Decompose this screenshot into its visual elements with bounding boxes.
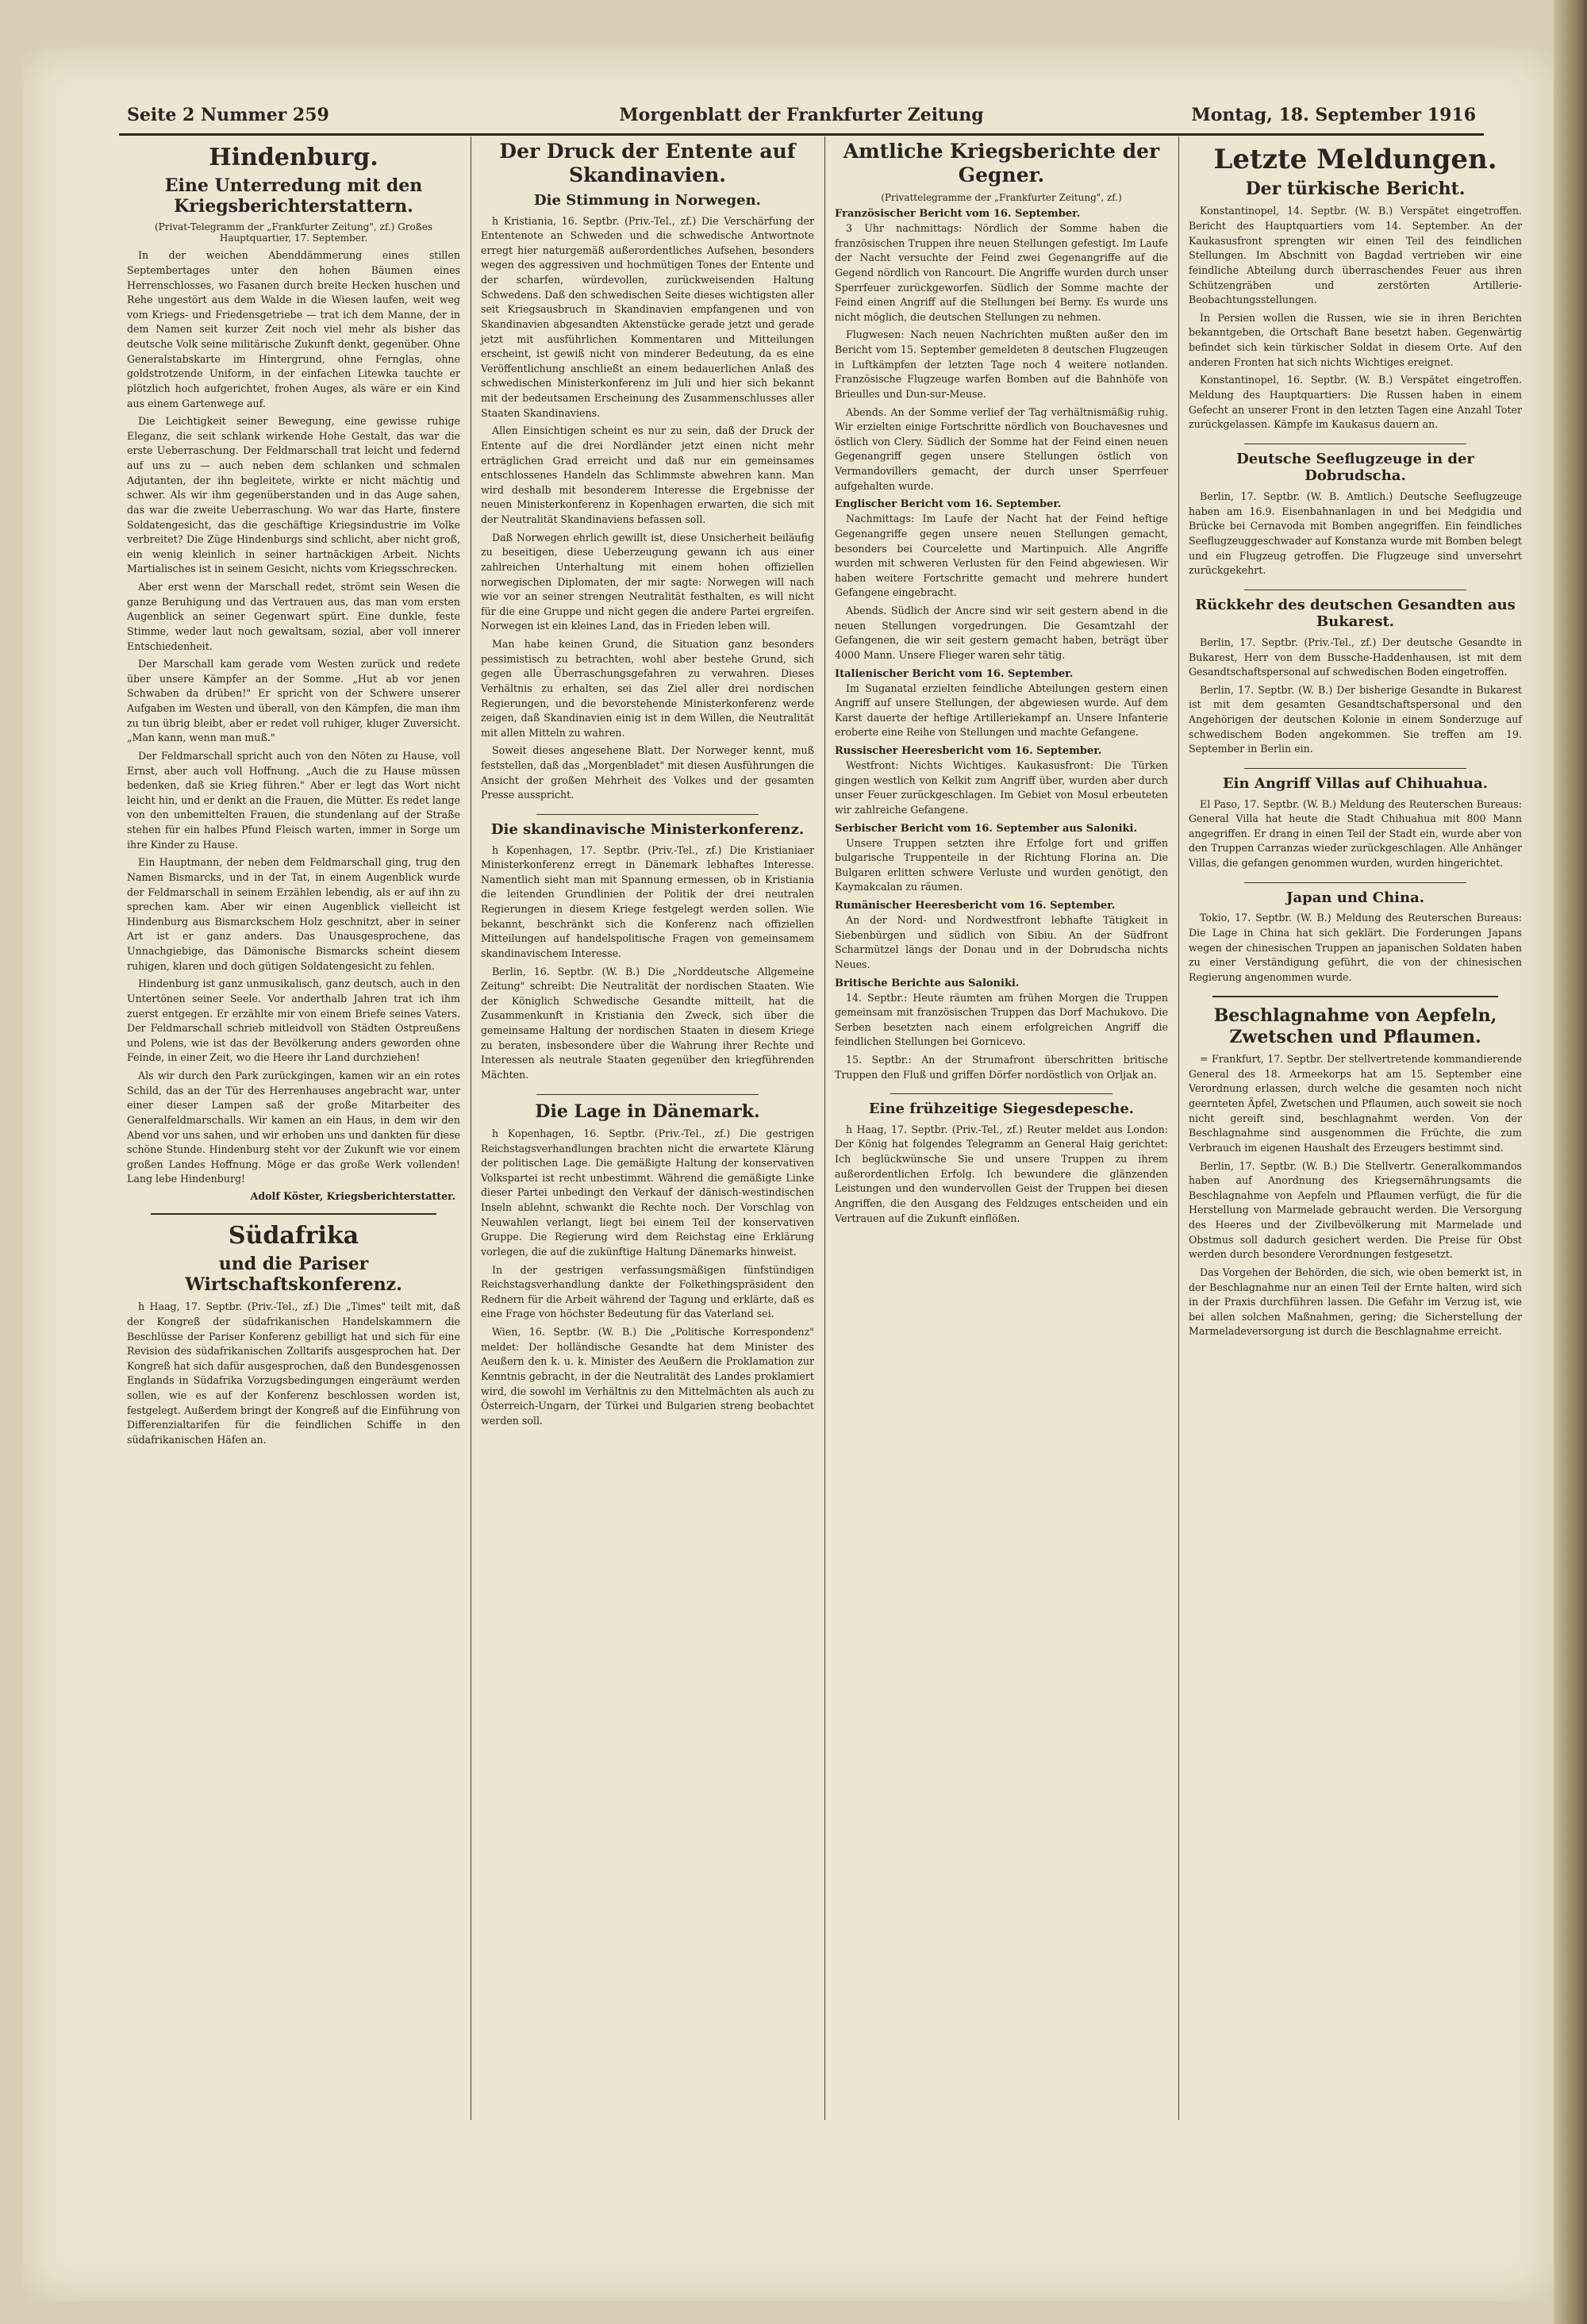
- column-2: [473, 136, 822, 2120]
- paragraph: h Kopenhagen, 16. Septbr. (Priv.-Tel., zf.) Die gestrigen Reichstagsverhandlungen brachten nicht die erwartete Klärung der politischen Lage. Die gemäßigte Haltung der konservativen Volkspartei ist recht unbestimmt. Während die gemäßigte Linke dieser Partei unbedingt den Verkauf der dänisch-westindischen Inseln ablehnt, schwankt die Rechte noch. Der Vorschlag von Neuwahlen verlangt, liegt bei einem Teil der konservativen Gruppe. Die Regierung wird dem Reichstag eine Erklärung vorlegen, die auf die zukünftige Haltung Dänemarks hinweist.: [481, 1127, 814, 1258]
- article-siegesdepesche: [835, 1101, 1168, 1226]
- report-heading: Russischer Heeresbericht vom 16. September.: [835, 745, 1102, 757]
- headline: Hindenburg.: [209, 144, 378, 171]
- paragraph: Soweit dieses angesehene Blatt. Der Norweger kennt, muß feststellen, daß das „Morgenbladet" mit diesen Ausführungen die Ansicht der großen Mehrheit des Volkes und der gesamten Presse ausspricht.: [481, 744, 814, 801]
- headline: Amtliche Kriegsberichte der Gegner.: [843, 140, 1160, 186]
- column-1: [119, 136, 468, 2120]
- article-ministerkonferenz: [481, 821, 814, 1083]
- headline: Deutsche Seeflugzeuge in der Dobrudscha.: [1236, 450, 1474, 485]
- paragraph: Konstantinopel, 16. Septbr. (W. B.) Verspätet eingetroffen. Meldung des Hauptquartiers: Die Russen haben in einem Gefecht an unserer Front in den letzten Tagen eine Anzahl Toter zurückgelassen. Kämpfe im Kaukasus dauern an.: [1189, 374, 1522, 431]
- headline: Beschlagnahme von Aepfeln, Zwetschen und Pflaumen.: [1213, 1005, 1497, 1047]
- article-separator: [151, 1213, 436, 1215]
- report-heading: Britische Berichte aus Saloniki.: [835, 977, 1020, 989]
- paragraph: h Kopenhagen, 17. Septbr. (Priv.-Tel., zf.) Die Kristianiaer Ministerkonferenz erregt in Dänemark lebhaftes Interesse. Namentlich sieht man mit Spannung ermessen, ob in Kristiania die leitenden Grundlinien der Politik der drei neutralen Regierungen in diesem Kriege festgelegt werden sollen. Wie bekannt, beschränkt sich die Konferenz nach offiziellen Mitteilungen auf handelspolitische Fragen von gemeinsamem skandinavischem Interesse.: [481, 843, 814, 959]
- paragraph: Der Marschall kam gerade vom Westen zurück und redete über unsere Kämpfer an der Somme. „Hut ab vor jenen Schwaben da drüben!" Er spricht von der Schwere unserer Aufgaben im Westen und überall, von den Kämpfen, die man ihm zu tun übrig bleibt, aber er redet voll ruhiger, kluger Zuversicht. „Man kann, wenn man muß.": [127, 658, 460, 744]
- dateline: (Privat-Telegramm der „Frankfurter Zeitung", zf.) Großes Hauptquartier, 17. September.: [155, 221, 432, 244]
- paragraph: Daß Norwegen ehrlich gewillt ist, diese Unsicherheit beiläufig zu beseitigen, diese Ueberzeugung gewann ich aus einer zahlreichen Unterhaltung mit einem hohen offiziellen norwegischen Diplomaten, der mir sagte: Norwegen will nach wie vor an seiner strengen Neutralität festhalten, es will nicht für die eine Gruppe und nicht gegen die andere Partei ergreifen. Norwegen ist ein kleines Land, das in Frieden leben will.: [481, 531, 814, 632]
- article-separator: [1244, 882, 1466, 883]
- book-binding-edge: [1554, 0, 1587, 2324]
- column-4: [1181, 136, 1530, 2120]
- paragraph: Flugwesen: Nach neuen Nachrichten mußten außer den im Bericht vom 15. September gemeldeten 8 deutschen Flugzeugen in Luftkämpfen der letzten Tage noch 4 weitere notlanden. Französische Flugzeuge warfen Bomben auf die Bahnhöfe von Brieulles und Dun-sur-Meuse.: [835, 328, 1168, 400]
- paragraph: Westfront: Nichts Wichtiges. Kaukasusfront: Die Türken gingen westlich von Kelkit zum Angriff über, wurden aber durch unser Feuer zurückgeschlagen. Im Gebiet von Mosul erbeuteten wir zahlreiche Gefangene.: [835, 759, 1168, 816]
- article-separator: [1244, 768, 1466, 769]
- headline: Südafrika: [228, 1222, 359, 1250]
- paragraph: Nachmittags: Im Laufe der Nacht hat der Feind heftige Gegenangriffe gegen unsere neuen Stellungen gemacht, besonders bei Courcelette und Martinpuich. Alle Angriffe wurden mit schweren Verlusten für den Feind abgewiesen. Wir haben weitere Fortschritte gemacht und mehrere hundert Gefangene eingebracht.: [835, 513, 1168, 599]
- report-heading: Englischer Bericht vom 16. September.: [835, 498, 1062, 511]
- subheadline: Der türkische Bericht.: [1245, 179, 1466, 200]
- headline: Eine frühzeitige Siegesdepesche.: [868, 1101, 1135, 1118]
- paragraph: Wien, 16. Septbr. (W. B.) Die „Politische Korrespondenz" meldet: Der holländische Gesandte hat dem Minister des Aeußern den k. u. k. Minister des Aeußern die Proklamation zur Kenntnis gebracht, in der die Neutralität des Landes proklamiert wird, die sowohl im Verhältnis zu den Mittelmächten als auch zu Österreich-Ungarn, der Türkei und Bulgarien streng beobachtet werden soll.: [481, 1326, 814, 1427]
- headline: Die skandinavische Ministerkonferenz.: [490, 820, 805, 838]
- article-separator: [1212, 996, 1498, 997]
- article-separator: [536, 814, 759, 815]
- dateline: (Privattelegramme der „Frankfurter Zeitung", zf.): [881, 192, 1122, 203]
- paragraph: 3 Uhr nachmittags: Nördlich der Somme haben die französischen Truppen ihre neuen Stellungen gefestigt. Im Laufe der Nacht versuchte der Feind zwei Gegenangriffe auf die Gegend nördlich von Rancourt. Die Angriffe wurden durch unser Sperrfeuer zurückgeworfen. Südlich der Somme machte der Feind einen Angriff auf die Stellungen bei Berny. Es wurde uns nicht möglich, die deutschen Stellungen zu nehmen.: [835, 222, 1168, 323]
- headline: Japan und China.: [1285, 889, 1425, 906]
- article-separator: [890, 1093, 1112, 1094]
- paragraph: Allen Einsichtigen scheint es nur zu sein, daß der Druck der Entente auf die drei Nordländer jetzt einen nicht mehr erträglichen Grad erreicht und daß nur ein gemeinsames entschlossenes Handeln das Schlimmste abwehren kann. Man wird deshalb mit besonderem Interesse die Ergebnisse der neuen Ministerkonferenz in Kopenhagen erwarten, die sich mit der Neutralität Skandinaviens befassen soll.: [481, 424, 814, 526]
- article-separator: [536, 1094, 759, 1095]
- article-suedafrika: [127, 1223, 460, 1448]
- paragraph: In der gestrigen verfassungsmäßigen fünfstündigen Reichstagsverhandlung dankte der Folkethingspräsident den Rednern für die Arbeit während der Tagung und erklärte, daß es eine Frage von höchster Bedeutung für das Vaterland sei.: [481, 1263, 814, 1320]
- paragraph: Abends. Südlich der Ancre sind wir seit gestern abend in die neuen Stellungen vorgedrungen. Die Gesamtzahl der Gefangenen, die wir seit gestern gemacht haben, beträgt über 4000 Mann. Unsere Flieger waren sehr tätig.: [835, 605, 1168, 661]
- article-japan-china: [1189, 889, 1522, 985]
- paragraph: Tokio, 17. Septbr. (W. B.) Meldung des Reuterschen Bureaus: Die Lage in China hat sich geklärt. Die Forderungen Japans wegen der chinesischen Truppen an japanischen Soldaten haben zu einer Verständigung geführt, die von der chinesischen Regierung angenommen wurde.: [1189, 912, 1522, 983]
- issue-date: Montag, 18. September 1916: [1191, 105, 1476, 125]
- paragraph: In der weichen Abenddämmerung eines stillen Septembertages unter den hohen Bäumen eines Herrenschlosses, wo Fasanen durch breite Hecken huschen und Rehe ungestört aus dem Walde in die Wiesen laufen, weit weg vom Kriegs- und Friedensgetriebe — trat ich dem Manne, der in dem Namen seit kurzer Zeit noch viel mehr als bisher das deutsche Volk seine militärische Zukunft denkt, gegenüber. Ohne Generalstabskarte im Hintergrund, ohne Fernglas, ohne goldstrotzende Uniform, in der einfachen Litewka tauchte er plötzlich hoch aufgerichtet, frohen Auges, als wäre er ein Kind aus einem Gartenwege auf.: [127, 249, 460, 409]
- paragraph: Berlin, 16. Septbr. (W. B.) Die „Norddeutsche Allgemeine Zeitung" schreibt: Die Neutralität der nordischen Staaten. Wie der Königlich Schwedische Gesandte mitteilt, hat die Zusammenkunft in Kristiania den Zweck, sich über die gemeinsame Haltung der nordischen Staaten in diesem Kriege zu beraten, insbesondere über die Wahrung ihrer Rechte und Interessen als neutrale Staaten gegenüber den kriegführenden Mächten.: [481, 965, 814, 1081]
- headline: Der Druck der Entente auf Skandinavien.: [499, 140, 796, 186]
- report-heading: Rumänischer Heeresbericht vom 16. September.: [835, 900, 1116, 912]
- paragraph: 15. Septbr.: An der Strumafront überschritten britische Truppen den Fluß und griffen Dörfer nordöstlich von Orljak an.: [835, 1054, 1168, 1081]
- paragraph: Das Vorgehen der Behörden, die sich, wie oben bemerkt ist, in der Beschlagnahme nur an einen Teil der Ernte halten, wird sich in der Praxis durchführen lassen. Die Gefahr im Verzug ist, wie bei allen solchen Maßnahmen, gering; die Sicherstellung der Marmeladeversorgung ist durch die Beschlagnahme erreicht.: [1189, 1266, 1522, 1338]
- paragraph: Die Leichtigkeit seiner Bewegung, eine gewisse ruhige Eleganz, die seit schlank wirkende Hohe Gestalt, das war die erste Ueberraschung. Der Feldmarschall trat leicht und federnd auf uns zu — auch neben dem schlanken und schmalen Adjutanten, der ihn begleitete, wirkte er nicht mächtig und schwer. Als wir ihm gegenüberstanden und in das Auge sahen, das war die zweite Ueberraschung. Wo war das Harte, finstere Soldatengesicht, das die geschäftige Kriegsindustrie im Volke verbreitet? Die Züge Hindenburgs sind schlicht, aber nicht groß, ein wenig kleinlich in seiner hartnäckigen Arbeit. Nichts Martialisches ist in seinem Gesicht, nichts vom Kriegsschrecken.: [127, 415, 460, 575]
- paragraph: Berlin, 17. Septbr. (W. B.) Der bisherige Gesandte in Bukarest ist mit dem gesamten Gesandtschaftspersonal und den Angehörigen der deutschen Kolonie in einem Sonderzuge auf schwedischem Boden angekommen. Sie treffen am 19. September in Berlin ein.: [1189, 683, 1522, 755]
- masthead: [119, 102, 1484, 136]
- subheadline: Eine Unterredung mit den Kriegsberichterstattern.: [164, 175, 423, 217]
- headline: Letzte Meldungen.: [1213, 144, 1497, 175]
- newspaper-title: Morgenblatt der Frankfurter Zeitung: [619, 105, 984, 125]
- paragraph: In Persien wollen die Russen, wie sie in ihren Berichten bekanntgeben, die Ortschaft Bane besetzt haben. Gegenwärtig befindet sich kein türkischer Soldat in diesem Orte. Auf den anderen Fronten hat sich nichts Wichtiges ereignet.: [1189, 311, 1522, 368]
- paragraph: Der Feldmarschall spricht auch von den Nöten zu Hause, voll Ernst, aber auch voll Hoffnung. „Auch die zu Hause müssen bedenken, daß sie Krieg führen." Aber er legt das Wort nicht leicht hin, und er denkt an die Frauen, die Mütter. Es redet lange von den unbemittelten Frauen, die stundenlang auf der Straße stehen für ein halbes Pfund Fleisch warten, immer in Sorge um ihre Kinder zu Hause.: [127, 749, 460, 851]
- paragraph: Konstantinopel, 14. Septbr. (W. B.) Verspätet eingetroffen. Bericht des Hauptquartiers vom 14. September. An der Kaukasusfront sprengten wir einen Teil des feindlichen Stellungen. Im Abschnitt von Bagdad vertrieben wir eine feindliche Abteilung durch überraschendes Feuer aus ihren Schützengräben und zerstörten Artillerie-Beobachtungsstellungen.: [1189, 205, 1522, 306]
- column-divider: [824, 136, 825, 2120]
- paragraph: Berlin, 17. Septbr. (W. B.) Die Stellvertr. Generalkommandos haben auf Anordnung des Kriegsernährungsamts die Beschlagnahme von Aepfeln und Pflaumen verfügt, die für die Herstellung von Marmelade gebraucht werden. Die Versorgung des Heeres und der Zivilbevölkerung mit Marmelade und Obstmus soll dadurch gesichert werden. Die Preise für Obst werden durch besondere Verordnungen festgesetzt.: [1189, 1159, 1522, 1261]
- paragraph: h Haag, 17. Septbr. (Priv.-Tel., zf.) Reuter meldet aus London: Der König hat folgendes Telegramm an General Haig gerichtet: Ich beglückwünsche Sie und unsere Truppen zu ihrem außerordentlichen Erfolg. Ich bewundere die glänzenden Leistungen und den wundervollen Geist der Truppen bei diesen Angriffen, die den Ausgang des Feldzuges entscheiden und ein Vertrauen auf die Zukunft einflößen.: [835, 1123, 1168, 1224]
- paragraph: Ein Hauptmann, der neben dem Feldmarschall ging, trug den Namen Bismarcks, und in der Tat, in einem Augenblick wurde der Feldmarschall in seinem Erzählen lebendig, als er auf ihn zu sprechen kam. Aber wir einen Augenblick vielleicht ist Hindenburg aus Bismarckschem Holz geschnitzt, aber in seiner Art ist er ganz anders. Das Unausgesprochene, das Unnachgiebige, das Dämonische Bismarcks scheint diesem ruhigen, klaren und doch gütigen Soldatengesicht zu fehlen.: [127, 856, 460, 972]
- article-beschlagnahme: [1189, 1005, 1522, 1339]
- paragraph: h Haag, 17. Septbr. (Priv.-Tel., zf.) Die „Times" teilt mit, daß der Kongreß der südafrikanischen Handelskammern die Beschlüsse der Pariser Konferenz gebilligt hat und sich für eine Revision des südafrikanischen Zolltarifs ausgesprochen hat. Der Kongreß hat sich dafür ausgesprochen, daß den Bundesgenossen Englands in Südafrika Vorzugsbedingungen eingeräumt werden sollen, wie es auf der Konferenz beschlossen worden ist, festgelegt. Außerdem bringt der Kongreß auf die Einführung von Differenzialtarifen für die feindlichen Schiffe in den südafrikanischen Häfen an.: [127, 1300, 460, 1446]
- article-gesandter: [1189, 597, 1522, 757]
- subheadline: Die Stimmung in Norwegen.: [534, 192, 761, 209]
- paragraph: Abends. An der Somme verlief der Tag verhältnismäßig ruhig. Wir erzielten einige Fortschritte nördlich von Bouchavesnes und östlich von Clery. Südlich der Somme hat der Feind einen neuen Gegenangriff gegen unsere Stellungen östlich von Vermandovillers gemacht, der durch unser Sperrfeuer aufgehalten wurde.: [835, 405, 1168, 492]
- report-heading: Französischer Bericht vom 16. September.: [835, 208, 1081, 220]
- article-kriegsberichte: [835, 140, 1168, 1082]
- report-heading: Italienischer Bericht vom 16. September.: [835, 667, 1074, 680]
- paragraph: Im Suganatal erzielten feindliche Abteilungen gestern einen Angriff auf unsere Stellungen, der abgewiesen wurde. Auf dem Karst dauerte der heftige Artilleriekampf an. Unsere Infanterie eroberte eine Reihe von Stellungen und machte Gefangene.: [835, 682, 1168, 739]
- paragraph: Aber erst wenn der Marschall redet, strömt sein Wesen die ganze Beruhigung und das Vertrauen aus, das man vom ersten Augenblick an seiner Gegenwart spürt. Eine dunkle, feste Stimme, weder laut noch gewaltsam, sozial, aber voll innerer Entschiedenheit.: [127, 581, 460, 652]
- paragraph: h Kristiania, 16. Septbr. (Priv.-Tel., zf.) Die Verschärfung der Ententenote an Schweden und die schwedische Antwortnote erregt hier naturgemäß außerordentliches Aufsehen, besonders wegen des aggressiven und hochmütigen Tones der Entente und der scharfen, würdevollen, zurückweisenden Haltung Schwedens. Daß den schwedischen Seite dieses wichtigsten aller seit Kriegsausbruch in Skandinavien empfangenen und von Skandinavien abgesandten Aktenstücke gerade jetzt und gerade jetzt mit ausführlichen Kommentaren und Mitteilungen erscheint, ist gewiß nicht von minderer Bedeutung, da es eine Veröffentlichung anschließt an einem bedauerlichen Anlaß des schwedischen Ministerkonferenz im Juli und hier sich bekannt mit der bedeutsamen Erscheinung des Zusammenschlusses aller Staaten Skandinaviens.: [481, 214, 814, 419]
- paragraph: Als wir durch den Park zurückgingen, kamen wir an ein rotes Schild, das an der Tür des Herrenhauses angebracht war, unter einer dieser Lampen saß der große Mitarbeiter des Generalfeldmarschalls. Wir kamen an ein Haus, in dem wir den Abend vor uns sahen, und wir erhoben uns und dankten für diese schöne Stunde. Hindenburg steht vor der Zukunft wie vor einem großen Landes Hoffnung. Möge er das große Werk vollenden! Lang lebe Hindenburg!: [127, 1070, 460, 1185]
- article-letzte-meldungen: [1189, 144, 1522, 432]
- paragraph: Berlin, 17. Septbr. (W. B. Amtlich.) Deutsche Seeflugzeuge haben am 16.9. Eisenbahnanlagen in und bei Medgidia und Brücke bei Cernavoda mit Bomben angegriffen. Ein feindliches Seeflugzeuggeschwader auf Konstanza wurde mit Bomben belegt und ein Flugzeug getroffen. Die Flugzeuge sind unversehrt zurückgekehrt.: [1189, 490, 1522, 577]
- article-hindenburg: [127, 144, 460, 1202]
- article-seeflugzeuge: [1189, 451, 1522, 578]
- headline: Ein Angriff Villas auf Chihuahua.: [1222, 774, 1489, 792]
- paragraph: Man habe keinen Grund, die Situation ganz besonders pessimistisch zu betrachten, wohl aber bestehe Grund, sich gegen alle Überraschungsgefahren zu verwahren. Dieses Verhältnis zu erhalten, sei das Ziel aller drei nordischen Regierungen, und die bevorstehende Ministerkonferenz werde zeigen, daß Skandinavien einig ist in dem Willen, die Neutralität mit allen Mitteln zu wahren.: [481, 638, 814, 739]
- report-heading: Serbischer Bericht vom 16. September aus Saloniki.: [835, 822, 1137, 835]
- paragraph: Hindenburg ist ganz unmusikalisch, ganz deutsch, auch in den Untertönen seiner Seele. Vor anderthalb Jahren trat ich ihm zuerst entgegen. Er erzählte mir von einem Briefe seines Vaters. Der Feldmarschall schrieb mitleidvoll von Städten Ostpreußens und Polens, wie ist das der Bevölkerung anders geworden ohne Feinde, in einer Zeit, wo die Heere ihr Land durchziehen!: [127, 978, 460, 1064]
- author-signature: Adolf Köster, Kriegsberichterstatter.: [250, 1190, 455, 1203]
- article-villa: [1189, 775, 1522, 871]
- page-number: Seite 2 Nummer 259: [127, 105, 329, 125]
- article-daenemark: [481, 1101, 814, 1429]
- headline: Rückkehr des deutschen Gesandten aus Bukarest.: [1195, 596, 1516, 631]
- paragraph: Berlin, 17. Septbr. (Priv.-Tel., zf.) Der deutsche Gesandte in Bukarest, Herr von dem Bussche-Haddenhausen, ist mit dem Gesandtschaftspersonal auf schwedischen Boden eingetroffen.: [1189, 636, 1522, 678]
- column-divider: [1178, 136, 1179, 2120]
- paragraph: El Paso, 17. Septbr. (W. B.) Meldung des Reuterschen Bureaus: General Villa hat heute die Stadt Chihuahua mit 800 Mann angegriffen. Er drang in einen Teil der Stadt ein, wurde aber von den Truppen Carranzas wieder zurückgeschlagen. Alle Anhänger Villas, die gefangen genommen wurden, wurden hingerichtet.: [1189, 797, 1522, 870]
- paragraph: An der Nord- und Nordwestfront lebhafte Tätigkeit in Siebenbürgen und südlich von Sibiu. An der Südfront Scharmützel längs der Donau und in der Dobrudscha nichts Neues.: [835, 914, 1168, 970]
- column-3: [827, 136, 1176, 2120]
- headline: Die Lage in Dänemark.: [535, 1101, 760, 1122]
- subheadline: und die Pariser Wirtschaftskonferenz.: [185, 1253, 402, 1295]
- paragraph: Unsere Truppen setzten ihre Erfolge fort und griffen bulgarische Truppenteile in der Richtung Florina an. Die Bulgaren erlitten schwere Verluste und wurden genötigt, den Kaymakcalan zu räumen.: [835, 836, 1168, 893]
- paragraph: = Frankfurt, 17. Septbr. Der stellvertretende kommandierende General des 18. Armeekorps hat am 15. September eine Verordnung erlassen, durch welche die gesamten noch nicht geernteten Äpfel, Zwetschen und Pflaumen, auch soweit sie noch nicht gereift sind, beschlagnahmt werden. Von der Beschlagnahme sind ausgenommen die Früchte, die zum Verbrauch im eigenen Haushalt des Erzeugers bestimmt sind.: [1189, 1053, 1522, 1154]
- paragraph: 14. Septbr.: Heute räumten am frühen Morgen die Truppen gemeinsam mit französischen Truppen das Dorf Machukovo. Die Serben besetzten nach einem erfolgreichen Angriff die feindlichen Stellungen bei Gornicevo.: [835, 991, 1168, 1048]
- article-entente-skandinavien: [481, 140, 814, 803]
